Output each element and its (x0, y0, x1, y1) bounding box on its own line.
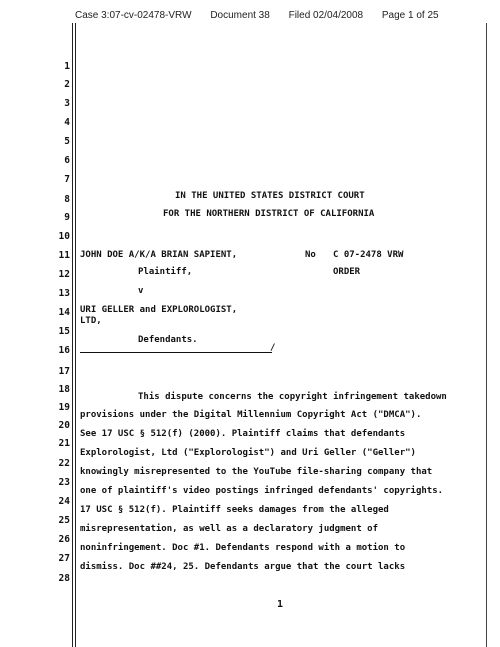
body-line: See 17 USC § 512(f) (2000). Plaintiff claims that defendants (80, 429, 406, 439)
body-line: one of plaintiff's video postings infringed defendants' copyrights. (80, 486, 444, 496)
line-number: 21 (58, 438, 70, 449)
defendant-name-cont: LTD, (80, 316, 102, 326)
page-indicator: Page 1 of 25 (381, 10, 439, 21)
line-number: 19 (58, 402, 70, 413)
caption-case-number: C 07-2478 VRW (333, 250, 404, 260)
line-number: 17 (58, 366, 70, 377)
line-number: 24 (58, 496, 70, 507)
line-number: 8 (64, 194, 70, 205)
body-line: noninfringement. Doc #1. Defendants respond with a motion to (80, 543, 406, 553)
line-number: 10 (58, 231, 70, 242)
court-district: FOR THE NORTHERN DISTRICT OF CALIFORNIA (163, 209, 375, 219)
court-name: IN THE UNITED STATES DISTRICT COURT (175, 191, 365, 201)
line-number: 5 (64, 136, 70, 147)
line-number: 4 (64, 117, 70, 128)
line-number: 9 (64, 212, 70, 223)
body-line: dismiss. Doc ##24, 25. Defendants argue that the court lacks (80, 562, 406, 572)
defendant-role: Defendants. (138, 335, 198, 345)
body-line: Explorologist, Ltd ("Explorologist") and Uri Geller ("Geller") (80, 448, 416, 458)
defendant-name: URI GELLER and EXPLOROLOGIST, (80, 305, 238, 315)
line-number: 18 (58, 384, 70, 395)
plaintiff-name: JOHN DOE A/K/A BRIAN SAPIENT, (80, 250, 238, 260)
right-margin-rule (486, 23, 487, 647)
line-number: 1 (64, 61, 70, 72)
body-line: 17 USC § 512(f). Plaintiff seeks damages from the alleged (80, 505, 389, 515)
body-line: misrepresentation, as well as a declaratory judgment of (80, 524, 379, 534)
line-number: 14 (58, 307, 70, 318)
line-number: 20 (58, 420, 70, 431)
left-margin-rule (72, 23, 73, 647)
left-margin-rule-inner (75, 23, 76, 647)
line-number: 26 (58, 534, 70, 545)
line-number: 11 (58, 250, 70, 261)
caption-rule (80, 352, 272, 353)
document-type: ORDER (333, 267, 361, 277)
line-number: 15 (58, 326, 70, 337)
line-number: 16 (58, 345, 70, 356)
line-number: 22 (58, 458, 70, 469)
line-number: 25 (58, 515, 70, 526)
body-line: This dispute concerns the copyright infringement takedown (138, 392, 447, 402)
document-number: Document 38 (210, 10, 270, 21)
line-number: 7 (64, 174, 70, 185)
filed-date: Filed 02/04/2008 (288, 10, 364, 21)
plaintiff-role: Plaintiff, (138, 267, 193, 277)
line-number: 13 (58, 288, 70, 299)
line-number: 23 (58, 477, 70, 488)
case-number: Case 3:07-cv-02478-VRW (75, 10, 192, 21)
filing-header (75, 10, 455, 21)
line-number: 2 (64, 79, 70, 90)
line-number: 3 (64, 98, 70, 109)
line-number: 27 (58, 553, 70, 564)
line-number: 28 (58, 573, 70, 584)
caption-slash: / (270, 343, 276, 353)
versus: v (138, 286, 144, 296)
body-line: provisions under the Digital Millennium Copyright Act ("DMCA"). (80, 410, 422, 420)
line-number: 12 (58, 269, 70, 280)
line-number: 6 (64, 155, 70, 166)
page-number: 1 (276, 599, 284, 610)
body-line: knowingly misrepresented to the YouTube file-sharing company that (80, 467, 433, 477)
case-no-label: No (305, 250, 316, 260)
